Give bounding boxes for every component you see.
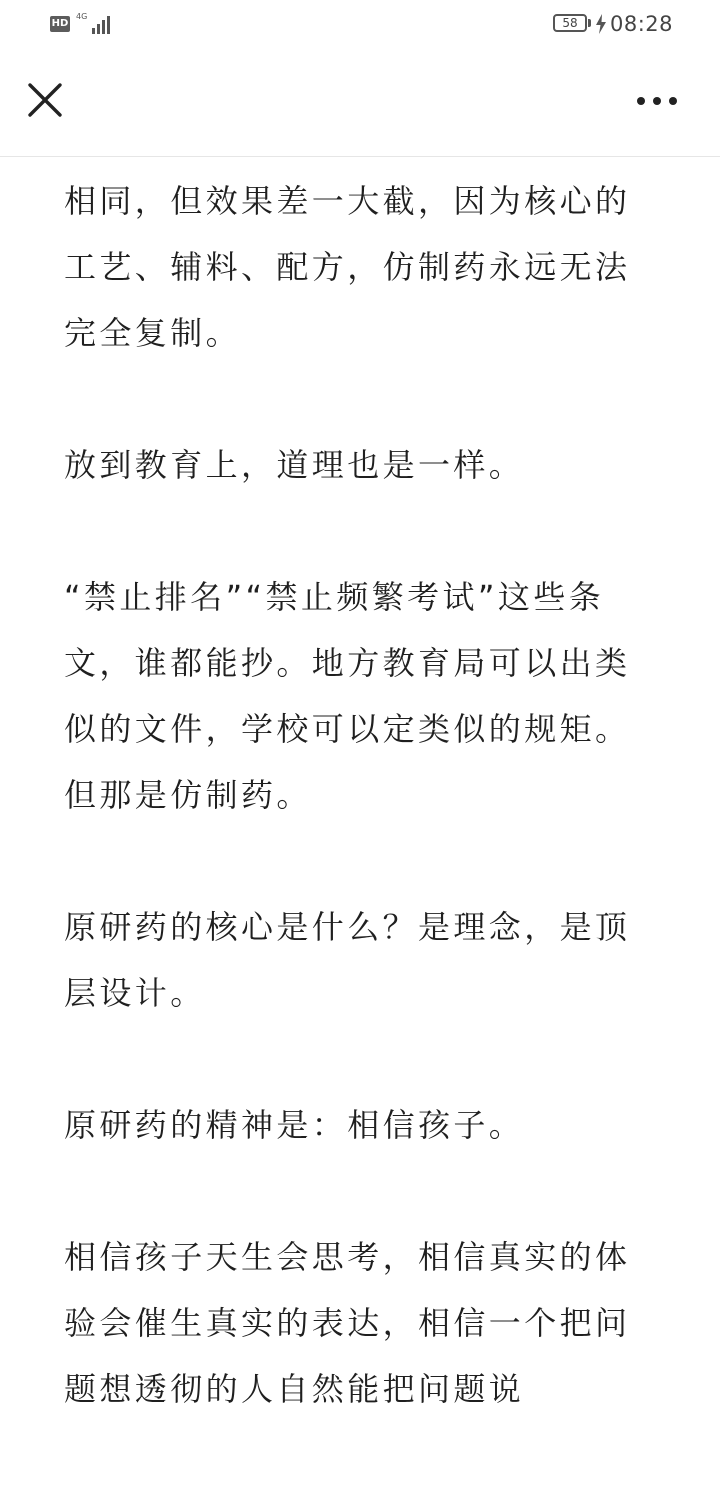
status-time: 08:28 bbox=[610, 12, 674, 36]
article-body bbox=[64, 168, 664, 1488]
close-button[interactable] bbox=[18, 72, 74, 128]
status-bar bbox=[0, 0, 720, 50]
article-paragraph: 相同，但效果差一大截，因为核心的工艺、辅料、配方，仿制药永远无法完全复制。 bbox=[64, 182, 631, 352]
more-horizontal-icon bbox=[626, 76, 690, 124]
battery-tip bbox=[588, 19, 591, 27]
more-options-button[interactable] bbox=[626, 76, 690, 124]
network-type-label: 4G bbox=[76, 12, 88, 21]
signal-strength-icon bbox=[92, 14, 114, 34]
article-paragraph: “禁止排名”“禁止频繁考试”这些条文，谁都能抄。地方教育局可以出类似的文件，学校可以定类似的规矩。但那是仿制药。 bbox=[64, 578, 631, 814]
top-nav-bar bbox=[0, 50, 720, 157]
battery-icon: 58 bbox=[553, 14, 587, 32]
article-paragraph: 相信孩子天生会思考，相信真实的体验会催生真实的表达，相信一个把问题想透彻的人自然能把问题说 bbox=[64, 1238, 631, 1408]
article-paragraph: 原研药的精神是：相信孩子。 bbox=[64, 1106, 525, 1144]
charging-bolt-icon bbox=[595, 13, 607, 35]
article-paragraph: 原研药的核心是什么？是理念，是顶层设计。 bbox=[64, 908, 631, 1012]
close-icon bbox=[18, 72, 74, 128]
hd-badge: HD bbox=[50, 16, 70, 32]
article-paragraph: 放到教育上，道理也是一样。 bbox=[64, 446, 525, 484]
